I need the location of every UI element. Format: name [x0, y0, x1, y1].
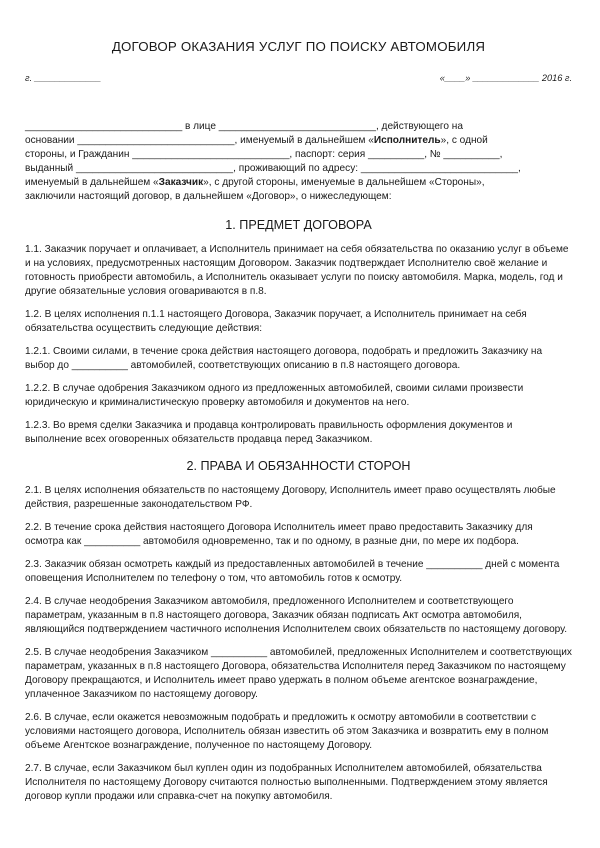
clause-2-7: 2.7. В случае, если Заказчиком был куплен один из подобранных Исполнителем автомобилей, обязательства Исполнителя по настоящему Договору считаются полностью выполненными. Подтверждением этому является договор купли продажи или справка-счет на покупку автомобиля.: [25, 763, 548, 802]
place-date-row: [25, 71, 572, 85]
intro-block: [25, 120, 572, 204]
clause-1-2: 1.2. В целях исполнения п.1.1 настоящего Договора, Заказчик поручает, а Исполнитель принимает на себя обязательства осуществить следующие действия:: [25, 309, 527, 334]
city-field: г. _____________: [25, 73, 102, 83]
clause-2-5: 2.5. В случае неодобрения Заказчиком __________ автомобилей, предложенных Исполнителем и соответствующих параметрам, указанных в п.8 настоящего Договора, обязательства Исполнителя перед Заказчиком по настоящему Договору прекращаются, и Исполнитель имеет право удержать в полном объеме агентское вознаграждение, уплаченное Заказчиком по настоящему договору.: [25, 647, 572, 700]
executor-term: Исполнитель: [373, 135, 441, 146]
section-2-title: 2. ПРАВА И ОБЯЗАННОСТИ СТОРОН: [186, 459, 411, 473]
clause-1-1: 1.1. Заказчик поручает и оплачивает, а Исполнитель принимает на себя обязательства по оказанию услуг в объеме и на условиях, предусмотренных настоящим Договором. Заказчик подтверждает Исполнителю своё желание и готовность приобрести автомобиль, а Исполнитель оказывает услуги по поиску автомобиля. Марка, модель, год и другие обязательные условия оговариваются в п.8.: [25, 244, 569, 297]
intro-line: стороны, и Гражданин ____________________________, паспорт: серия __________, № __________,: [25, 149, 503, 160]
date-field: «____» _____________ 2016 г.: [439, 73, 572, 83]
clause-2-4: 2.4. В случае неодобрения Заказчиком автомобиля, предложенного Исполнителем и соответствующего параметрам, указанным в п.8 настоящего договора, Заказчик обязан подписать Акт осмотра автомобиля, являющийся подтверждением частичного исполнения Исполнителем своих обязательств по настоящему договору.: [25, 596, 568, 635]
intro-line: заключили настоящий договор, в дальнейшем «Договор», о нижеследующем:: [25, 191, 392, 202]
intro-line: ____________________________ в лице ____________________________, действующего на: [25, 121, 463, 132]
clause-1-2-2: 1.2.2. В случае одобрения Заказчиком одного из предложенных автомобилей, своими силами произвести юридическую и криминалистическую проверку автомобиля и документов на него.: [25, 383, 524, 408]
clause-1-2-3: 1.2.3. Во время сделки Заказчика и продавца контролировать правильность оформления документов и выполнение всех оговоренных обязательств продавца перед Заказчиком.: [25, 420, 513, 445]
intro-line: [25, 176, 572, 190]
intro-line: [25, 134, 572, 148]
customer-term: Заказчик: [158, 177, 204, 188]
intro-text: », с другой стороны, именуемые в дальнейшем «Стороны»,: [203, 177, 485, 188]
clause-2-1: 2.1. В целях исполнения обязательств по настоящему Договору, Исполнитель имеет право осуществлять любые действия, разрешенные законодательством РФ.: [25, 485, 556, 510]
intro-text: », с одной: [440, 135, 488, 146]
clause-2-2: 2.2. В течение срока действия настоящего Договора Исполнитель имеет право предоставить Заказчику для осмотра как __________ автомобиля одновременно, так и по одному, в разные дни, по мере их подбора.: [25, 522, 533, 547]
document-title: ДОГОВОР ОКАЗАНИЯ УСЛУГ ПО ПОИСКУ АВТОМОБИЛЯ: [111, 39, 486, 54]
clause-1-2-1: 1.2.1. Своими силами, в течение срока действия настоящего договора, подобрать и предложить Заказчику на выбор до __________ автомобилей, соответствующих описанию в п.8 настоящего договора.: [25, 346, 543, 371]
clause-2-3: 2.3. Заказчик обязан осмотреть каждый из предоставленных автомобилей в течение __________ дней с момента оповещения Исполнителем по телефону о том, что автомобиль готов к осмотру.: [25, 559, 560, 584]
clause-2-6: 2.6. В случае, если окажется невозможным подобрать и предложить к осмотру автомобили в соответствии с условиями настоящего договора, Исполнитель обязан известить об этом Заказчика и возвратить ему в полном объеме Агентское вознаграждение, полученное по настоящему Договору.: [25, 712, 549, 751]
intro-line: выданный ____________________________, проживающий по адресу: ____________________________,: [25, 163, 521, 174]
section-1-title: 1. ПРЕДМЕТ ДОГОВОРА: [225, 218, 372, 232]
intro-text: именуемый в дальнейшем «: [25, 177, 159, 188]
intro-text: основании ____________________________, именуемый в дальнейшем «: [25, 135, 374, 146]
